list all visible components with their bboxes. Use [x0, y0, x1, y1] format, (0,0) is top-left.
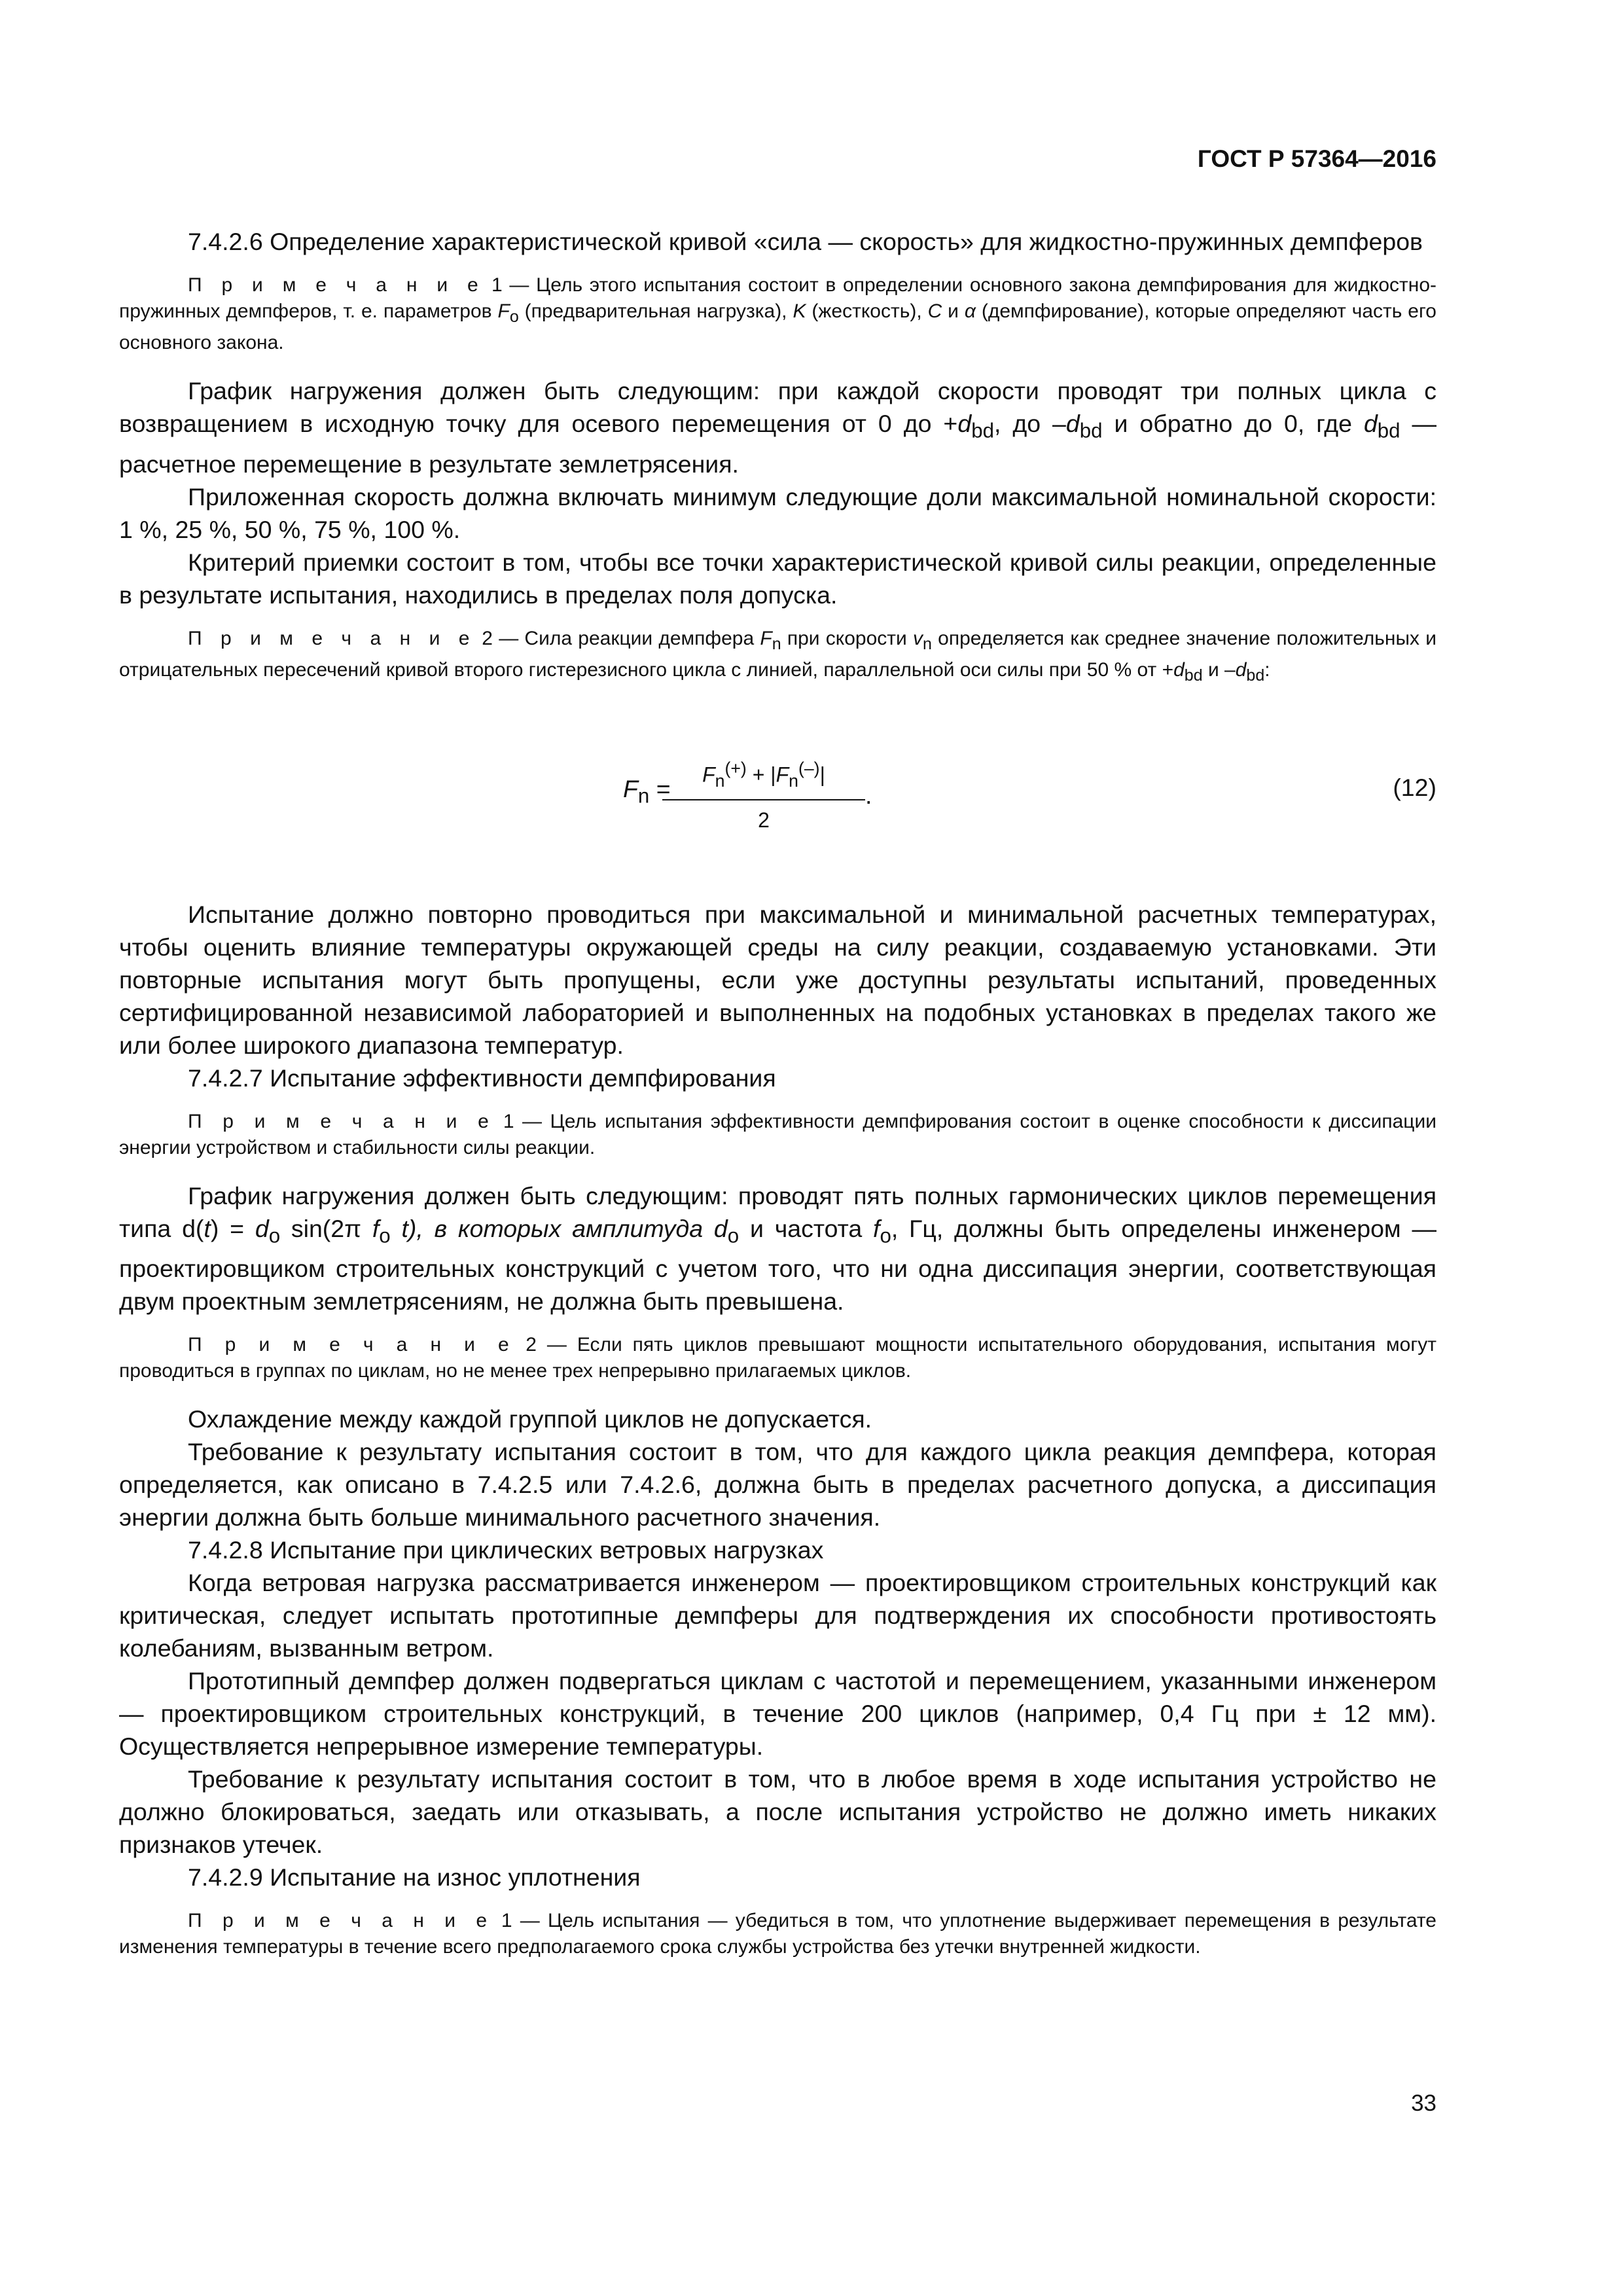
formula-number: (12): [1393, 773, 1436, 801]
paragraph-loading-schedule: График нагружения должен быть следующим: при каждой скорости проводят три полных цикла с возвращением в исходную точку для осевого перемещения от 0 до $+d_{bd}$, до $-d_{bd}$ и обратно до 0, где $d_{bd}$ — расчетное перемещение в результате землетрясения.: [119, 377, 1437, 478]
symbol-c: C: [927, 300, 942, 322]
paragraph-speed-fractions: Приложенная скорость должна включать минимум следующие доли максимальной номинальной скорости: 1 %, 25 %, 50 %, 75 %, 100 %.: [119, 482, 1436, 543]
formula-fraction: [662, 754, 865, 834]
note-text: — Цель этого испытания состоит в определении основного закона демпфирования для жидкостно-пружинных демпферов, т. е. параметров: [119, 274, 1436, 322]
fraction-bar: [662, 799, 865, 800]
note-label: П р и м е ч а н и е: [188, 1334, 516, 1355]
note-number: 1: [491, 274, 503, 296]
section-heading-7-4-2-9: 7.4.2.9 Испытание на износ уплотнения: [188, 1863, 641, 1891]
paragraph-wind-requirement: Требование к результату испытания состоит в том, что в любое время в ходе испытания устройство не должно блокироваться, заедать или отказывать, а после испытания устройство не должно иметь никаких признаков утечек.: [119, 1765, 1436, 1858]
paragraph-wind-cycles: Прототипный демпфер должен подвергаться циклам с частотой и перемещением, указанными инженером — проектировщиком строительных конструкций, в течение 200 циклов (например, 0,4 Гц при ± 12 мм). Осуществляется непрерывное измерение температуры.: [119, 1667, 1436, 1760]
note-label: П р и м е ч а н и е: [188, 1910, 493, 1931]
note-7-4-2-9-1: П р и м е ч а н и е 1 — Цель испытания — убедиться в том, что уплотнение выдерживает перемещения в результате изменения температуры в течение всего предполагаемого срока службы устройства без утечки внутренней жидкости.: [119, 1910, 1436, 1958]
symbol-f: F: [497, 300, 510, 322]
note-text: (предварительная нагрузка),: [524, 300, 787, 322]
fraction-numerator: $F_n^{(+)} + |F_n^{(-)}|$: [702, 758, 825, 791]
standard-header: ГОСТ Р 57364—2016: [1197, 145, 1436, 172]
paragraph-temperature-tests: Испытание должно повторно проводиться при максимальной и минимальной расчетных температурах, чтобы оценить влияние температуры окружающей среды на силу реакции, создаваемую установками. Эти повторные испытания могут быть пропущены, если уже доступны результаты испытаний, проведенных сертифицированной независимой лабораторией и выполненных на подобных установках в пределах такого же или более широкого диапазона температур.: [119, 900, 1436, 1059]
symbol-alpha: α: [964, 300, 976, 322]
symbol-d: d: [1363, 410, 1378, 437]
note-7-4-2-6-1: [119, 272, 1436, 356]
paragraph-cooling: Охлаждение между каждой группой циклов не допускается.: [188, 1405, 872, 1433]
paragraph-acceptance: Критерий приемки состоит в том, чтобы все точки характеристической кривой силы реакции, определенные в результате испытания, находились в пределах поля допуска.: [119, 548, 1436, 609]
paragraph-cycle-requirement: Требование к результату испытания состоит в том, что для каждого цикла реакция демпфера, которая определяется, как описано в 7.4.2.5 или 7.4.2.6, должна быть в пределах расчетного допуска, а диссипация энергии должна быть больше минимального расчетного значения.: [119, 1438, 1436, 1531]
section-heading-7-4-2-7: 7.4.2.7 Испытание эффективности демпфирования: [188, 1064, 776, 1092]
symbol-d: d: [957, 410, 972, 437]
page-content: [119, 225, 1436, 1979]
note-label: П р и м е ч а н и е: [188, 1110, 495, 1132]
paragraph-harmonic-cycles: График нагружения должен быть следующим: проводят пять полных гармонических циклов перемещения типа $d(t) = d_o$ sin(2π $f_o$ t), в которых амплитуда $d_o$ и частота $f_o$, Гц, должны быть определены инженером — проектировщиком строительных конструкций с учетом того, что ни одна диссипация энергии, соответствующая двум проектным землетрясениям, не должна быть превышена.: [119, 1181, 1437, 1315]
symbol-k: K: [793, 300, 806, 322]
section-heading-7-4-2-6: 7.4.2.6 Определение характеристической кривой «сила — скорость» для жидкостно-пружинных демпферов: [188, 228, 1423, 255]
paragraph-wind-critical: Когда ветровая нагрузка рассматривается инженером — проектировщиком строительных конструкций как критическая, следует испытать прототипные демпферы для подтверждения их способности противостоять колебаниям, вызванным ветром.: [119, 1569, 1436, 1662]
note-text: (демпфирование), которые определяют часть его основного закона.: [119, 300, 1436, 353]
note-7-4-2-7-1: П р и м е ч а н и е 1 — Цель испытания эффективности демпфирования состоит в оценке способности к диссипации энергии устройством и стабильности силы реакции.: [119, 1110, 1436, 1158]
page-number: 33: [1411, 2090, 1436, 2116]
note-label: П р и м е ч а н и е: [188, 274, 485, 296]
note-7-4-2-7-2: П р и м е ч а н и е 2 — Если пять циклов превышают мощности испытательного оборудования, испытания могут проводиться в группах по циклам, но не менее трех непрерывно прилагаемых циклов.: [119, 1334, 1436, 1382]
note-text: (жесткость),: [812, 300, 922, 322]
subscript-o: o: [509, 308, 519, 326]
fraction-denominator: 2: [758, 808, 770, 832]
note-7-4-2-6-2: П р и м е ч а н и е 2 — Сила реакции демпфера $F_n$ при скорости $v_n$ определяется как среднее значение положительных и отрицательных пересечений кривой второго гистерезисного цикла с линией, параллельной оси силы при 50 % от $+d_{bd}$ и $-d_{bd}$:: [119, 627, 1437, 685]
formula-12: $F_n$ = $F_n^{(+)} + |F_n^{(-)}|$ 2 . (12): [119, 728, 1436, 859]
note-text: и: [948, 300, 959, 322]
symbol-d: d: [1065, 410, 1080, 437]
section-heading-7-4-2-8: 7.4.2.8 Испытание при циклических ветровых нагрузках: [188, 1536, 824, 1564]
formula-lhs: $F_n$ =: [623, 774, 671, 807]
note-label: П р и м е ч а н и е: [188, 627, 476, 649]
